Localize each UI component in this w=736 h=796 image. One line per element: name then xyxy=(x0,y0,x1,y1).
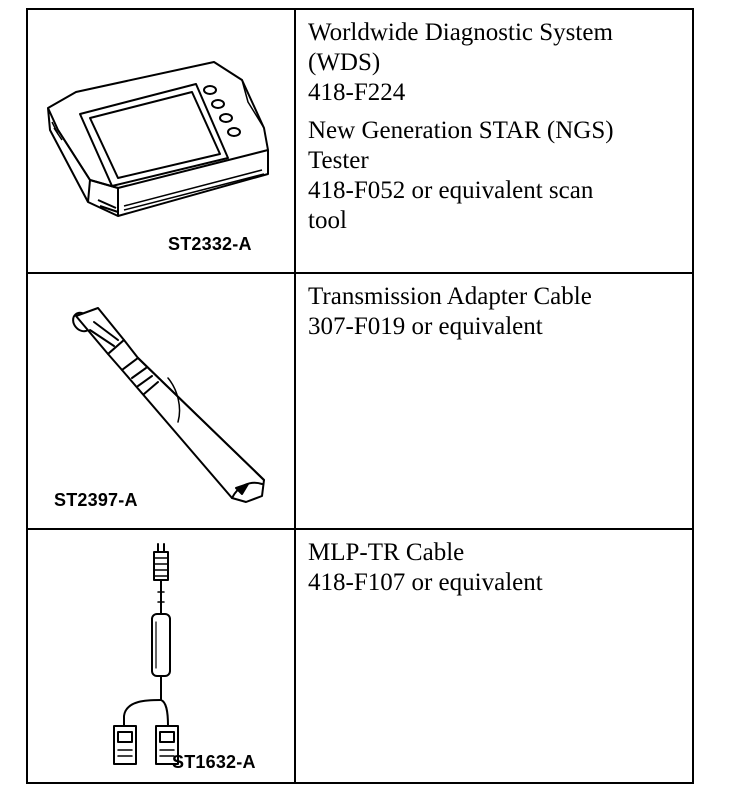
description-line: (WDS) xyxy=(308,49,381,76)
description-line: Tester xyxy=(308,147,369,174)
tool-image-cell-3 xyxy=(28,530,296,782)
tool-description-cell-3 xyxy=(296,530,692,782)
description-line: New Generation STAR (NGS) xyxy=(308,117,614,144)
description-line: 418-F224 xyxy=(308,79,406,106)
description-line: tool xyxy=(308,207,347,234)
description-line: 418-F107 or equivalent xyxy=(308,569,543,596)
tool-image-cell-2 xyxy=(28,274,296,530)
special-tools-table xyxy=(26,8,694,784)
mlp-tr-cable-illustration xyxy=(28,530,294,784)
illustration-code: ST2332-A xyxy=(168,234,252,254)
description-line: Transmission Adapter Cable xyxy=(308,283,592,310)
tool-description-cell-2 xyxy=(296,274,692,530)
description-line: 418-F052 or equivalent scan xyxy=(308,177,594,204)
illustration-code: ST2397-A xyxy=(54,490,138,510)
description-line: 307-F019 or equivalent xyxy=(308,313,543,340)
diagnostic-tester-illustration xyxy=(28,10,294,272)
tool-description-cell-1 xyxy=(296,10,692,274)
description-line: MLP-TR Cable xyxy=(308,539,465,566)
description-line: Worldwide Diagnostic System xyxy=(308,19,613,46)
illustration-code: ST1632-A xyxy=(172,752,256,772)
tool-image-cell-1 xyxy=(28,10,296,274)
